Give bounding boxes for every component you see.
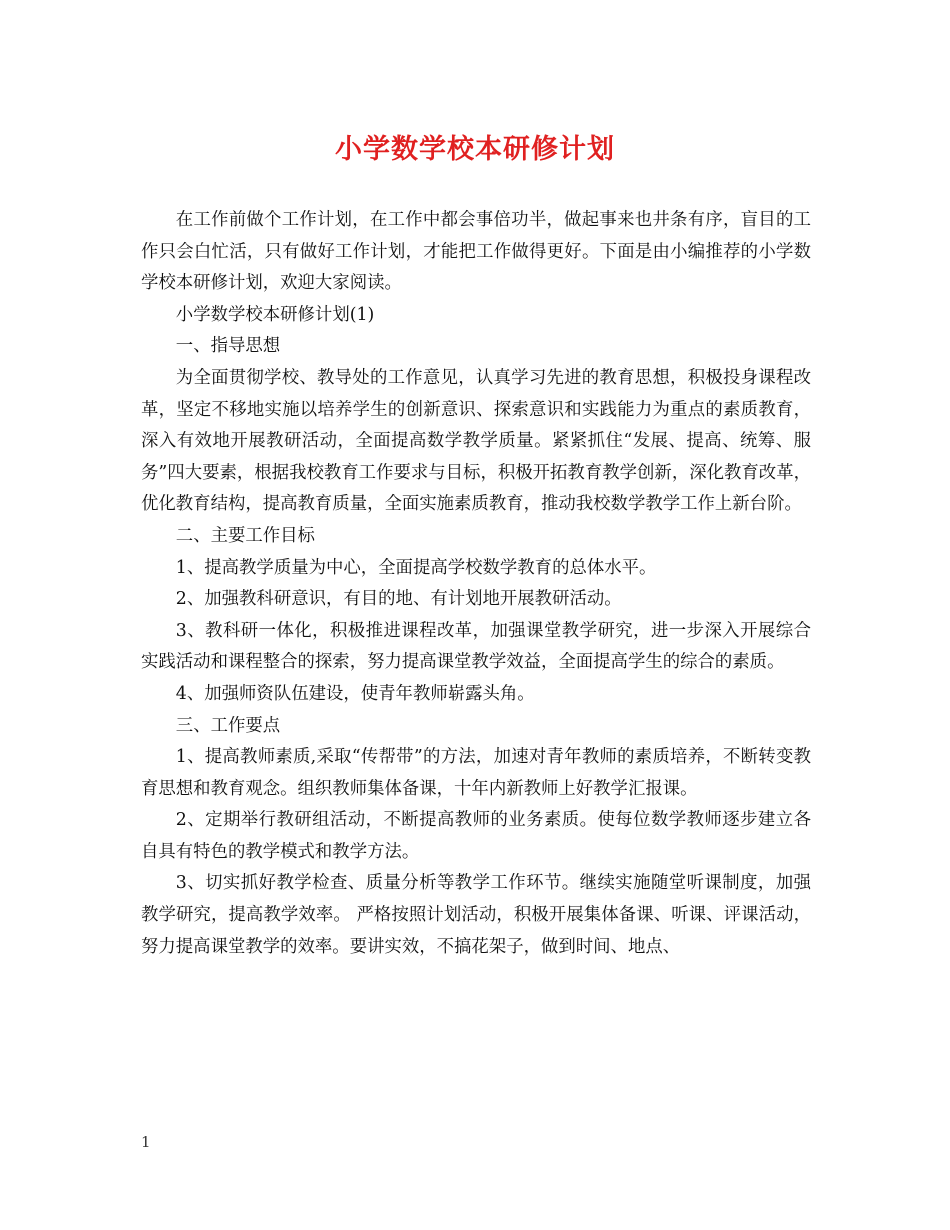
paragraph-plan-heading: 小学数学校本研修计划(1) xyxy=(175,304,375,325)
document-body xyxy=(141,205,811,963)
paragraph-work-point-1: 1、提高教师素质,采取“传帮带”的方法，加速对青年教师的素质培养，不断转变教育思想和教育观念。组织教师集体备课，十年内新教师上好教学汇报课。 xyxy=(141,747,811,799)
paragraph-work-point-2: 2、定期举行教研组活动，不断提高教师的业务素质。使每位数学教师逐步建立各自具有特色的教学模式和教学方法。 xyxy=(141,810,811,862)
section-heading-guiding-ideology: 一、指导思想 xyxy=(175,336,281,357)
section-heading-work-points: 三、工作要点 xyxy=(175,715,281,736)
paragraph-goal-3: 3、教科研一体化，积极推进课程改革，加强课堂教学研究，进一步深入开展综合实践活动和课程整合的探索，努力提高课堂教学效益，全面提高学生的综合的素质。 xyxy=(141,620,811,673)
paragraph-goal-4: 4、加强师资队伍建设，使青年教师崭露头角。 xyxy=(175,683,535,704)
paragraph-guiding-ideology: 为全面贯彻学校、教导处的工作意见，认真学习先进的教育思想，积极投身课程改革，坚定不移地实施以培养学生的创新意识、探索意识和实践能力为重点的素质教育，深入有效地开展教研活动，全面提高数学教学质量。紧紧抓住“发展、提高、统筹、服务”四大要素，根据我校教育工作要求与目标，积极开拓教育教学创新，深化教育改革，优化教育结构，提高教育质量，全面实施素质教育，推动我校数学教学工作上新台阶。 xyxy=(141,367,811,515)
paragraph-goal-2: 2、加强教科研意识，有目的地、有计划地开展教研活动。 xyxy=(175,589,622,610)
paragraph-goal-1: 1、提高教学质量为中心，全面提高学校数学教育的总体水平。 xyxy=(175,557,657,578)
paragraph-intro: 在工作前做个工作计划，在工作中都会事倍功半，做起事来也井条有序，盲目的工作只会白忙活，只有做好工作计划，才能把工作做得更好。下面是由小编推荐的小学数学校本研修计划，欢迎大家阅读。 xyxy=(141,210,811,294)
paragraph-work-point-3: 3、切实抓好教学检查、质量分析等教学工作环节。继续实施随堂听课制度，加强教学研究，提高教学效率。 严格按照计划活动，积极开展集体备课、听课、评课活动，努力提高课堂教学的效率。要讲实效，不搞花架子，做到时间、地点、 xyxy=(141,873,811,957)
document-title: 小学数学校本研修计划 xyxy=(335,134,615,165)
page-number: 1 xyxy=(141,1133,151,1151)
section-heading-main-goals: 二、主要工作目标 xyxy=(175,525,315,546)
